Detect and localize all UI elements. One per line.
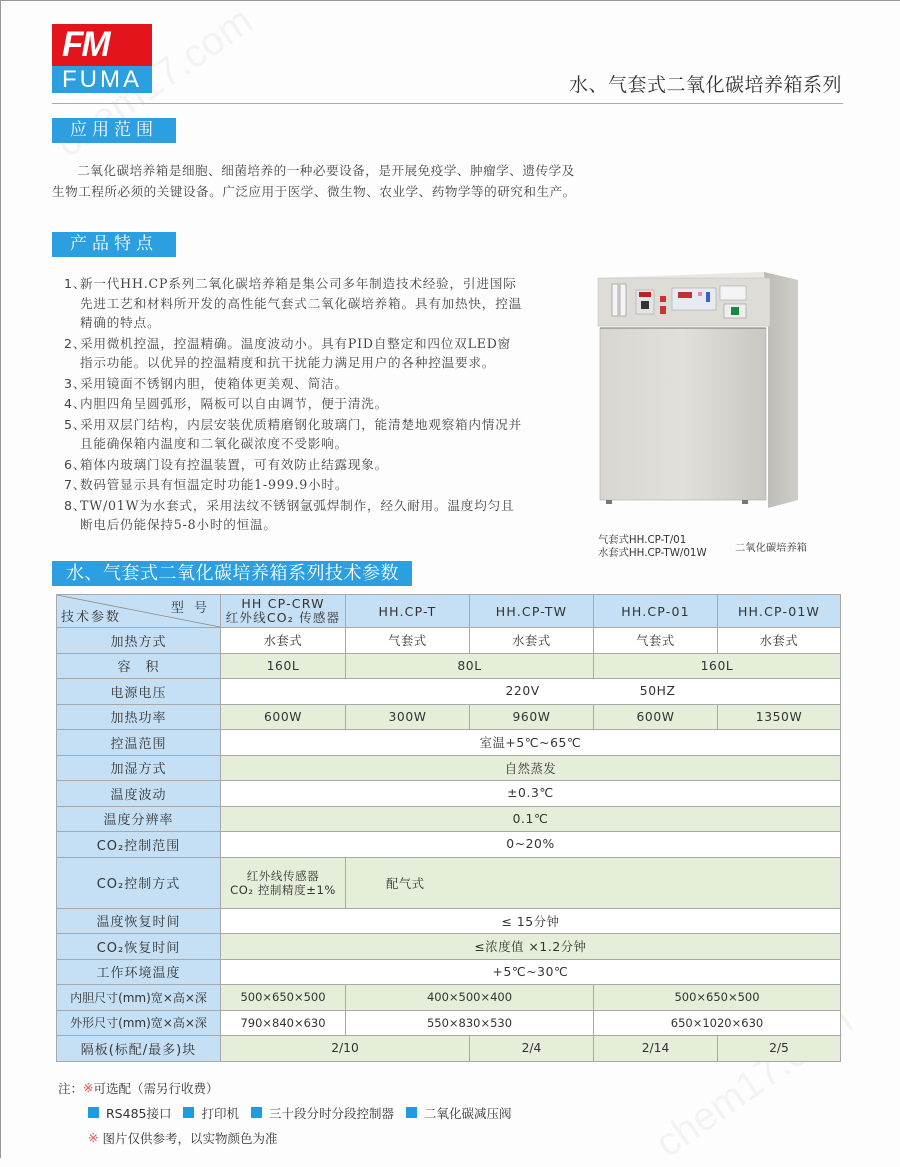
model-header: HH.CP-01W <box>718 595 841 628</box>
spec-table <box>56 594 841 1062</box>
square-bullet-icon <box>406 1107 417 1118</box>
application-text: 二氧化碳培养箱是细胞、细菌培养的一种必要设备，是开展免疫学、肿瘤学、遗传学及生物工程所必须的关键设备。广泛应用于医学、微生物、农业学、药物学等的研究和生产。 <box>52 163 576 199</box>
table-row: CO₂控制方式 红外线传感器 CO₂ 控制精度±1% 配气式 <box>57 857 841 908</box>
series-title: 水、气套式二氧化碳培养箱系列 <box>568 74 842 96</box>
incubator-product-image <box>594 268 826 520</box>
asterisk-mark-icon: ※ <box>83 1080 94 1095</box>
disclaimer: ※ 图片仅供参考，以实物颜色为准 <box>88 1130 278 1146</box>
asterisk-mark-icon: ※ <box>88 1130 99 1145</box>
table-row: 工作环境温度 +5℃~30℃ <box>57 959 841 985</box>
table-row: 加湿方式 自然蒸发 <box>57 755 841 781</box>
option-item: 二氧化碳减压阀 <box>406 1104 512 1122</box>
feature-item: 5、 采用双层门结构，内层安装优质精磨钢化玻璃门，能清楚地观察箱内情况并且能确保箱内温度和二氧化碳浓度不受影响。 <box>64 416 522 451</box>
feature-item: 7、 数码管显示具有恒温定时功能1-999.9小时。 <box>64 477 349 492</box>
product-caption-models: 气套式HH.CP-T/01 水套式HH.CP-TW/01W <box>598 534 707 559</box>
product-caption-name: 二氧化碳培养箱 <box>735 542 808 554</box>
feature-item: 2、 采用微机控温，控温精确。温度波动小。具有PID自整定和四位双LED窗指示功能。以优异的控温精度和抗干扰能力满足用户的各种控温要求。 <box>64 335 512 370</box>
table-row: 温度恢复时间 ≤ 15分钟 <box>57 908 841 934</box>
header-divider <box>52 103 843 104</box>
section-heading-application: 应用范围 <box>52 118 176 143</box>
feature-item: 8、 TW/01W为水套式，采用法纹不锈钢氩弧焊制作，经久耐用。温度均匀且断电后仍能保持5-8小时的恒温。 <box>64 497 515 532</box>
table-row: CO₂恢复时间 ≤浓度值 ×1.2分钟 <box>57 934 841 960</box>
feature-item: 6、 箱体内玻璃门设有控温装置，可有效防止结露现象。 <box>64 456 389 472</box>
optional-title: 注： ※ 可选配（需另行收费） <box>58 1080 219 1096</box>
square-bullet-icon <box>183 1107 194 1118</box>
feature-list <box>64 274 524 536</box>
option-item: 打印机 <box>183 1104 239 1122</box>
feature-item: 4、 内胆四角呈圆弧形，隔板可以自由调节，便于清洗。 <box>64 396 389 411</box>
table-row: 温度波动 ±0.3℃ <box>57 781 841 807</box>
table-header-row <box>57 595 841 628</box>
table-row: 容 积 160L 80L 160L <box>57 653 841 679</box>
section-heading-specs: 水、气套式二氧化碳培养箱系列技术参数 <box>52 561 412 586</box>
table-row: 控温范围 室温+5℃~65℃ <box>57 730 841 756</box>
logo-wordmark: FUMA <box>52 66 152 93</box>
model-header: HH.CP-T <box>346 595 470 628</box>
corner-header: 型 号 技术参数 <box>57 595 221 628</box>
feature-item: 3、 采用镜面不锈钢内胆，使箱体更美观、简洁。 <box>64 375 348 391</box>
table-row: 外形尺寸(mm)宽×高×深 790×840×630 550×830×530 650×1020×630 <box>57 1010 841 1036</box>
table-row: 加热方式 水套式 气套式 水套式 气套式 水套式 <box>57 628 841 654</box>
logo-mark: FM <box>62 25 109 64</box>
section-heading-features: 产品特点 <box>52 232 176 257</box>
feature-item: 1、 新一代HH.CP系列二氧化碳培养箱是集公司多年制造技术经验，引进国际先进工艺和材料所开发的高性能气套式二氧化碳培养箱。具有加热快，控温精确的特点。 <box>64 276 522 330</box>
model-header: HH.CP-01 <box>594 595 718 628</box>
square-bullet-icon <box>251 1107 262 1118</box>
option-item: RS485接口 <box>88 1104 171 1122</box>
option-list <box>58 1100 524 1125</box>
table-row: CO₂控制范围 0~20% <box>57 832 841 858</box>
table-row: 隔板(标配/最多)块 2/10 2/4 2/14 2/5 <box>57 1036 841 1062</box>
model-header: HH.CP-TW <box>470 595 594 628</box>
model-header: HH CP-CRW 红外线CO₂ 传感器 <box>221 595 346 628</box>
notes <box>58 1075 524 1150</box>
table-row: 电源电压 220V 50HZ <box>57 679 841 705</box>
table-row: 内胆尺寸(mm)宽×高×深 500×650×500 400×500×400 500×650×500 <box>57 985 841 1011</box>
table-row: 加热功率 600W 300W 960W 600W 1350W <box>57 704 841 730</box>
fuma-logo <box>52 24 152 93</box>
square-bullet-icon <box>88 1107 99 1118</box>
option-item: 三十段分时分段控制器 <box>251 1104 394 1122</box>
table-row: 温度分辨率 0.1℃ <box>57 806 841 832</box>
